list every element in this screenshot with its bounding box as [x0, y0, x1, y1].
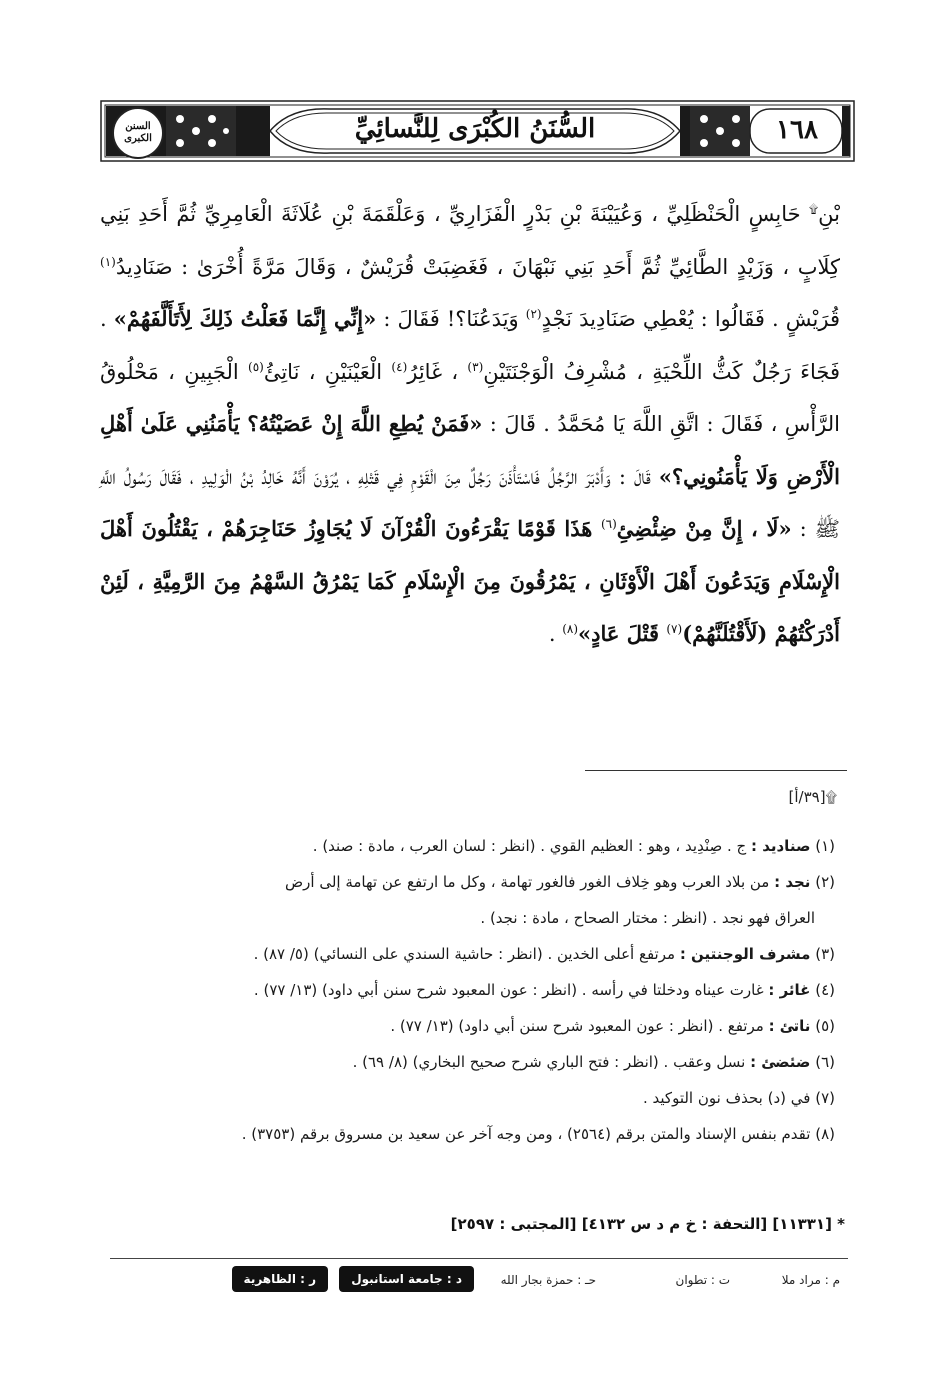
footnote-text: مرتفع أعلى الخدين . (انظر : حاشية السندي على النسائي) (٥/ ٨٧) . — [253, 945, 680, 963]
prophetic-speech: «فَمَنْ يُطِعِ اللَّهَ إِنْ عَصَيْتُهُ؟ يَأْمَنُنِي عَلَىٰ أَهْلِ الْأَرْضِ وَلَا يَأْمَنُونِي؟» — [100, 411, 840, 489]
footnote-separator — [585, 770, 847, 771]
footnote-text: غارت عيناه ودخلتا في رأسه . (انظر : عون المعبود شرح سنن أبي داود) (١٣/ ٧٧) . — [253, 981, 769, 999]
hadith-paragraph — [100, 188, 840, 661]
prophetic-speech: «إِنِّي إِنَّمَا فَعَلْتُ ذَلِكَ لِأَتَأَلَّفَهُمْ» — [113, 306, 377, 331]
footnote-ref[interactable]: (٧) — [666, 622, 683, 636]
footnote — [100, 936, 835, 972]
footnote-number: (٨) — [815, 1125, 835, 1143]
book-title: السُّنَنُ الكُبْرَى لِلنَّسائِيِّ — [354, 114, 596, 144]
footnote-number: (١) — [815, 837, 835, 855]
text-segment: قُرَيْشٍ . فَقَالُوا : يُعْطِي صَنَادِيدَ نَجْدٍ — [541, 307, 840, 331]
footnote-text: ج . صِنْدِيد ، وهو : العظيم القوي . (انظر : لسان العرب ، مادة : صند) . — [312, 837, 751, 855]
footnote-text: في (د) بحذف نون التوكيد . — [643, 1089, 816, 1107]
page-number: ١٦٨ — [776, 115, 818, 145]
source-t: ت : تطوان — [675, 1273, 730, 1287]
text-segment: ، غَائِرُ — [407, 359, 468, 384]
footnote-ref[interactable]: (٦) — [600, 517, 617, 531]
footnote-text: من بلاد العرب وهو خِلاف الغور فالغور تهامة ، وكل ما ارتفع عن تهامة إلى أرض — [285, 873, 775, 891]
book-emblem-icon — [112, 107, 164, 159]
text-segment: . فَجَاءَ رَجُلٌ كَثُّ اللِّحْيَةِ ، مُشْرِفُ الْوَجْنَتَيْنِ — [100, 307, 840, 384]
footnote-number: (٢) — [815, 873, 835, 891]
footnotes — [100, 828, 835, 1152]
footnote-word: ضئضئ : — [750, 1053, 811, 1071]
footnote-number: (٧) — [815, 1089, 835, 1107]
footnote-ref[interactable]: (٤) — [391, 359, 408, 374]
footnote-ref[interactable]: (١) — [100, 254, 116, 269]
prophetic-speech: هَذَا قَوْمًا يَقْرَءُونَ الْقُرْآنَ لَا يُجَاوِزُ حَنَاجِرَهُمْ ، يَقْتُلُونَ أَهْلَ الْإِسْلَامِ وَيَدَعُونَ أَهْلَ الْأَوْثَانِ ، يَمْرُقُونَ مِنَ الْإِسْلَامِ كَمَا يَمْرُقُ السَّهْمُ مِنَ الرَّمِيَّةِ ، لَئِنْ أَدْرَكْتُهُمْ (لَأَقْتُلَنَّهُمْ) — [100, 516, 840, 646]
text-segment: الْجَبِينِ ، مَحْلُوقُ الرَّأْسِ ، فَقَالَ : اتَّقِ اللَّهَ يَا مُحَمَّدُ . قَالَ : — [100, 359, 841, 436]
source-m: م : مراد ملا — [781, 1273, 840, 1287]
page-header — [100, 95, 855, 167]
footnote-number: (٣) — [815, 945, 835, 963]
footnote-text: تقدم بنفس الإسناد والمتن برقم (٢٥٦٤) ، ومن وجه آخر عن سعيد بن مسروق برقم (٣٧٥٣) . — [241, 1125, 816, 1143]
sources-bar — [110, 1265, 848, 1301]
prophetic-speech: «لَا ، إِنَّ مِنْ ضِئْضِئِ — [616, 516, 792, 541]
footnote — [100, 828, 835, 864]
hadith-text — [100, 188, 840, 661]
footnote-ref[interactable]: (٨) — [562, 622, 579, 636]
footnote — [100, 1044, 835, 1080]
footnote-word: غائر : — [768, 981, 811, 999]
footnote-number: (٥) — [815, 1017, 835, 1035]
tuhfa-reference: * [١١٣٣١] [التحفة : خ م د س ٤١٣٢] [المجتبى : ٢٥٩٧] — [450, 1215, 845, 1233]
footnote — [100, 1008, 835, 1044]
emblem-text: السنن الكبرى — [124, 121, 152, 144]
text-segment: وَيَدَعُنَا؟! فَقَالَ : — [376, 307, 526, 331]
footnote — [100, 972, 835, 1008]
footnote-word: نجد : — [774, 873, 811, 891]
footnote-continuation: العراق فهو نجد . (انظر : مختار الصحاح ، مادة : نجد) . — [480, 909, 815, 927]
footnote-number: (٦) — [815, 1053, 835, 1071]
text-segment: قَالَ : وَأَدْبَرَ الرَّجُلُ فَاسْتَأْذَنَ رَجُلٌ مِنَ الْقَوْمِ فِي قَتْلِهِ ، يُرَوْنَ أَنَّهُ خَالِدُ بْنُ الْوَلِيدِ ، فَقَالَ رَسُولُ اللَّهِ ﷺ : — [100, 464, 841, 541]
footnote-ref[interactable]: (٣) — [467, 359, 484, 374]
footnote-number: (٤) — [815, 981, 835, 999]
source-h: حـ : حمزة بجار الله — [500, 1273, 596, 1287]
footnote — [100, 1116, 835, 1152]
footnote-ref[interactable]: (٥) — [248, 359, 264, 374]
text-segment: بْنِ — [818, 202, 840, 226]
footnote — [100, 864, 835, 900]
folio-reference: ۩[٣٩/أ] — [788, 788, 837, 806]
folio-marker: ۩ — [809, 202, 819, 216]
source-r-badge: ر : الظاهرية — [232, 1266, 328, 1292]
footnote-ref[interactable]: (٢) — [525, 307, 542, 321]
text-segment: حَابِسٍ الْحَنْظَلِيِّ ، وَعُيَيْنَةَ بْنِ بَدْرٍ الْفَزَارِيِّ ، وَعَلْقَمَةَ بْنِ عُلَاثَةَ الْعَامِرِيِّ ثُمَّ أَحَدِ بَنِي كِلَابٍ ، وَزَيْدٍ الطَّائِيِّ ثُمَّ أَحَدِ بَنِي نَبْهَانَ ، فَغَضِبَتْ قُرَيْشٌ ، وَقَالَ مَرَّةً أُخْرَىٰ : صَنَادِيدُ — [100, 202, 840, 279]
prophetic-speech: قَتْلَ عَادٍ» — [578, 621, 667, 646]
footnote-text: نسل وعقب . (انظر : فتح الباري شرح صحيح البخاري) (٨/ ٦٩) . — [352, 1053, 751, 1071]
source-d-badge: د : جامعة استانبول — [339, 1266, 474, 1292]
footnote-word: مشرف الوجنتين : — [679, 945, 811, 963]
text-segment: . — [548, 622, 563, 646]
footnote-word: صناديد : — [750, 837, 811, 855]
text-segment: الْعَيْنَيْنِ ، نَاتِئُ — [263, 359, 392, 384]
footnote-word: ناتئ : — [768, 1017, 811, 1035]
footnote-text: مرتفع . (انظر : عون المعبود شرح سنن أبي داود) (١٣/ ٧٧) . — [390, 1017, 769, 1035]
bottom-rule — [110, 1258, 848, 1259]
footnote — [100, 1080, 835, 1116]
